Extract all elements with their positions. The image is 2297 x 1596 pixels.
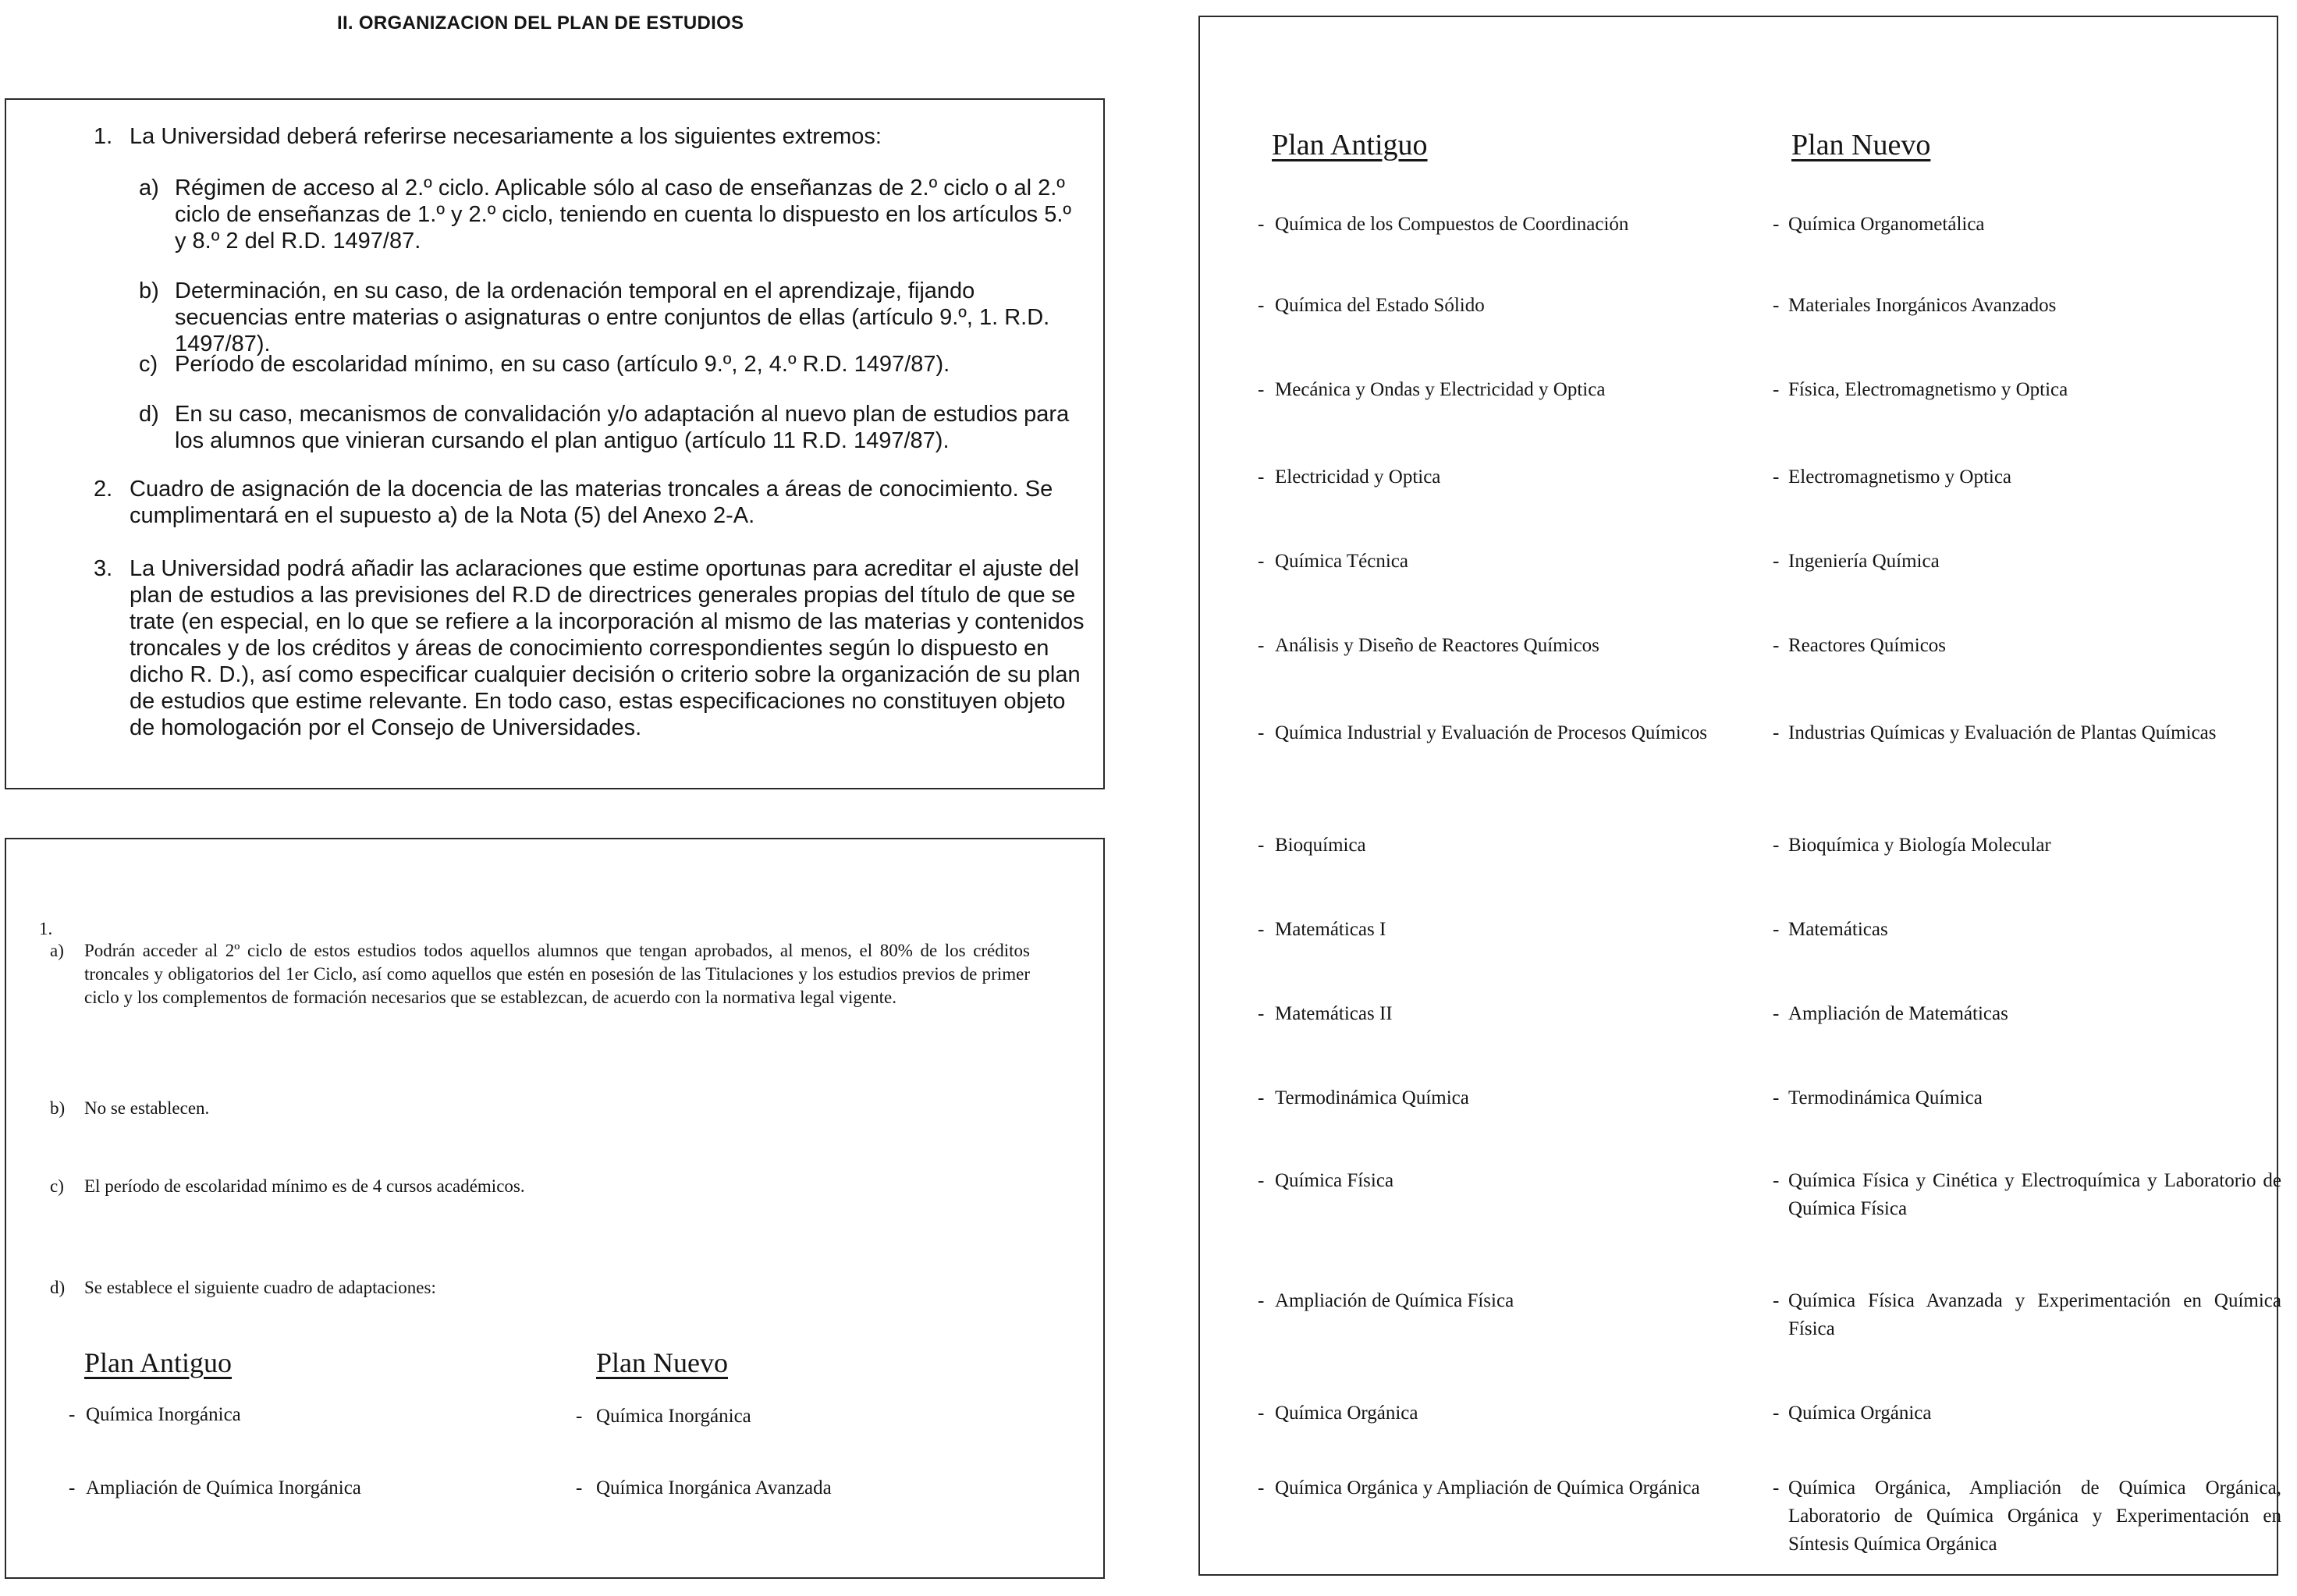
subject-new: Química Física Avanzada y Experimentación en Química Física — [1788, 1290, 2281, 1339]
dash: - — [1258, 551, 1265, 572]
subject-old: Electricidad y Optica — [1275, 466, 1441, 488]
dash: - — [1258, 635, 1265, 656]
subject-new: Química Organometálica — [1788, 214, 1985, 235]
subject-old: Termodinámica Química — [1275, 1087, 1469, 1108]
adaptation-table-box — [1198, 16, 2281, 1576]
subject-new: Electromagnetismo y Optica — [1788, 466, 2012, 488]
answer-b-text: No se establecen. — [84, 1098, 210, 1118]
answer-b-label: b) — [50, 1098, 66, 1118]
item-text: La Universidad deberá referirse necesariamente a los siguientes extremos: — [130, 124, 882, 149]
subject-old: Ampliación de Química Física — [1275, 1290, 1514, 1311]
subject-old: Química Técnica — [1275, 551, 1408, 572]
subject-new: Materiales Inorgánicos Avanzados — [1788, 295, 2057, 316]
subject-old: Matemáticas II — [1275, 1003, 1393, 1024]
subject-new: Bioquímica y Biología Molecular — [1788, 835, 2051, 856]
item-text: La Universidad podrá añadir las aclaraciones que estime oportunas para acreditar el ajuste del plan de estudios a las previsiones del R.D de directrices generales propias del título de que se trate (en especial, en lo que se refiere a la incorporación al mismo de las materias y contenidos troncales y de los créditos y áreas de conocimiento correspondientes según lo dispuesto en dicho R. D.), así como especificar cualquier decisión o criterio sobre la organización de su plan de estudios que estime relevante. En todo caso, estas especificaciones no constituyen objeto de homologación por el Consejo de Universidades. — [130, 556, 1085, 740]
item-label: b) — [139, 278, 159, 303]
dash: - — [1773, 214, 1780, 235]
dash: - — [1773, 1290, 1780, 1311]
dash: - — [1258, 1003, 1265, 1024]
dash: - — [1258, 1403, 1265, 1424]
subject-old: Análisis y Diseño de Reactores Químicos — [1275, 635, 1599, 656]
item-label: d) — [139, 402, 159, 427]
item-number: 2. — [94, 477, 113, 502]
subject-old: Química Física — [1275, 1170, 1394, 1191]
dash: - — [1773, 466, 1780, 488]
dash: - — [576, 1406, 583, 1427]
dash: - — [69, 1477, 76, 1498]
answer-c-text: El período de escolaridad mínimo es de 4 cursos académicos. — [84, 1176, 525, 1196]
subject-old: Química Orgánica y Ampliación de Química Orgánica — [1275, 1477, 1700, 1498]
dash: - — [1773, 379, 1780, 400]
answer-c-label: c) — [50, 1176, 64, 1196]
subject-new: Química Orgánica — [1788, 1403, 1932, 1424]
dash: - — [1258, 1087, 1265, 1108]
dash: - — [1773, 551, 1780, 572]
dash: - — [1773, 722, 1780, 743]
subject-new: Física, Electromagnetismo y Optica — [1788, 379, 2068, 400]
dash: - — [1773, 1003, 1780, 1024]
answer-a-text: Podrán acceder al 2º ciclo de estos estudios todos aquellos alumnos que tengan aprobados, al menos, el 80% de los créditos troncales y obligatorios del 1er Ciclo, así como aquellos que estén en posesión de las Titulaciones y los estudios previos de primer ciclo y los complementos de formación necesarios que se establezcan, de acuerdo con la normativa legal vigente. — [84, 941, 1030, 1007]
item-text: Determinación, en su caso, de la ordenación temporal en el aprendizaje, fijando secuencias entre materias o asignaturas o entre conjuntos de ellas (artículo 9.º, 1. R.D. 1497/87). — [175, 278, 1050, 356]
answer-d-text: Se establece el siguiente cuadro de adaptaciones: — [84, 1278, 436, 1297]
item-text: Período de escolaridad mínimo, en su caso (artículo 9.º, 2, 4.º R.D. 1497/87). — [175, 352, 950, 377]
answer-a-label: a) — [50, 941, 64, 960]
subject-new: Química Física y Cinética y Electroquímica y Laboratorio de Química Física — [1788, 1170, 2281, 1219]
section-title: II. ORGANIZACION DEL PLAN DE ESTUDIOS — [337, 12, 744, 34]
subject-new: Ampliación de Matemáticas — [1788, 1003, 2008, 1024]
subject-old: Ampliación de Química Inorgánica — [86, 1477, 361, 1498]
item-label: c) — [139, 352, 158, 377]
dash: - — [1258, 919, 1265, 940]
answer-number: 1. — [39, 919, 53, 938]
dash: - — [1773, 295, 1780, 316]
dash: - — [1773, 1477, 1780, 1498]
plan-nuevo-heading: Plan Nuevo — [1791, 129, 1931, 161]
subject-new: Reactores Químicos — [1788, 635, 1947, 656]
plan-nuevo-heading: Plan Nuevo — [596, 1347, 728, 1378]
dash: - — [1773, 919, 1780, 940]
subject-new: Química Inorgánica Avanzada — [596, 1477, 832, 1498]
dash: - — [1258, 379, 1265, 400]
subject-new: Industrias Químicas y Evaluación de Plantas Químicas — [1788, 722, 2217, 743]
subject-old: Química Inorgánica — [86, 1404, 241, 1425]
subject-old: Química del Estado Sólido — [1275, 295, 1485, 316]
subject-old: Química Orgánica — [1275, 1403, 1418, 1424]
dash: - — [1258, 722, 1265, 743]
item-number: 1. — [94, 124, 113, 149]
subject-old: Mecánica y Ondas y Electricidad y Optica — [1275, 379, 1606, 400]
dash: - — [1258, 466, 1265, 488]
answer-d-label: d) — [50, 1278, 66, 1297]
subject-new: Matemáticas — [1788, 919, 1888, 940]
subject-old: Química Industrial y Evaluación de Procesos Químicos — [1275, 722, 1708, 743]
dash: - — [69, 1404, 76, 1425]
item-number: 3. — [94, 556, 113, 581]
subject-old: Bioquímica — [1275, 835, 1366, 856]
dash: - — [1773, 1087, 1780, 1108]
dash: - — [1773, 1403, 1780, 1424]
dash: - — [1773, 1170, 1780, 1191]
plan-antiguo-heading: Plan Antiguo — [84, 1347, 233, 1378]
subject-new: Química Inorgánica — [596, 1406, 751, 1427]
dash: - — [1773, 835, 1780, 856]
subject-new: Ingeniería Química — [1788, 551, 1940, 572]
plan-antiguo-heading: Plan Antiguo — [1272, 129, 1428, 161]
dash: - — [1258, 1290, 1265, 1311]
dash: - — [1258, 1477, 1265, 1498]
subject-old: Matemáticas I — [1275, 919, 1386, 940]
dash: - — [576, 1477, 583, 1498]
dash: - — [1258, 295, 1265, 316]
subject-old: Química de los Compuestos de Coordinación — [1275, 214, 1629, 235]
dash: - — [1773, 635, 1780, 656]
item-label: a) — [139, 176, 159, 200]
subject-new: Termodinámica Química — [1788, 1087, 1983, 1108]
dash: - — [1258, 835, 1265, 856]
item-text: Cuadro de asignación de la docencia de las materias troncales a áreas de conocimiento. Se cumplimentará en el supuesto a) de la Nota (5) del Anexo 2-A. — [130, 477, 1053, 528]
item-text: En su caso, mecanismos de convalidación y/o adaptación al nuevo plan de estudios para los alumnos que vinieran cursando el plan antiguo (artículo 11 R.D. 1497/87). — [175, 402, 1070, 453]
subject-new: Química Orgánica, Ampliación de Química Orgánica, Laboratorio de Química Orgánica y Experimentación en Síntesis Química Orgánica — [1788, 1477, 2281, 1555]
dash: - — [1258, 214, 1265, 235]
answers-box — [5, 838, 1105, 1579]
dash: - — [1258, 1170, 1265, 1191]
item-text: Régimen de acceso al 2.º ciclo. Aplicable sólo al caso de enseñanzas de 2.º ciclo o al 2.º ciclo de enseñanzas de 1.º y 2.º ciclo, teniendo en cuenta lo dispuesto en los artículos 5.º y 8.º 2 del R.D. 1497/87. — [175, 176, 1071, 254]
instructions-box — [5, 98, 1105, 789]
